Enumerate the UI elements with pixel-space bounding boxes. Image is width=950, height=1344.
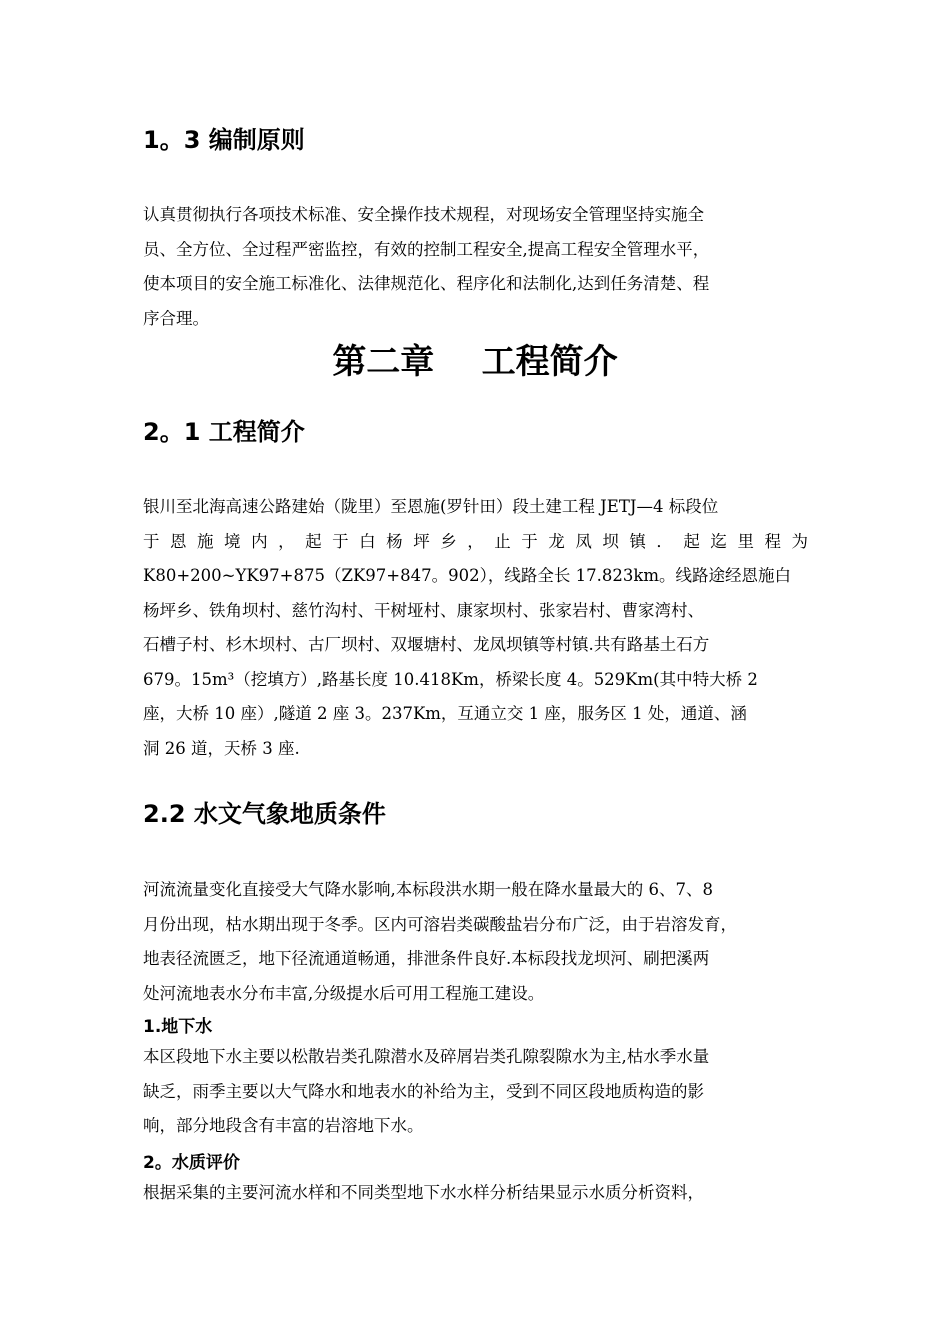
paragraph-line: 序合理。 xyxy=(143,308,209,328)
groundwater-heading: 1.地下水 xyxy=(143,1017,213,1037)
paragraph-line: 银川至北海高速公路建始（陇里）至恩施(罗针田）段土建工程 JETJ—4 标段位 xyxy=(143,497,719,516)
section-2-1-heading: 2。1 工程简介 xyxy=(143,418,305,446)
paragraph-line: 员、全方位、全过程严密监控，有效的控制工程安全,提高工程安全管理水平， xyxy=(143,239,710,259)
paragraph-line: 地表径流匮乏，地下径流通道畅通，排泄条件良好.本标段找龙坝河、刷把溪两 xyxy=(143,949,710,968)
paragraph-line: 洞 26 道，天桥 3 座. xyxy=(143,738,300,758)
section-2-2-heading: 2.2 水文气象地质条件 xyxy=(143,800,386,828)
water-quality-heading: 2。水质评价 xyxy=(143,1153,240,1173)
paragraph-line: 本区段地下水主要以松散岩类孔隙潜水及碎屑岩类孔隙裂隙水为主,枯水季水量 xyxy=(143,1047,710,1066)
paragraph-line: 响，部分地段含有丰富的岩溶地下水。 xyxy=(143,1116,424,1135)
paragraph-line: K80+200~YK97+875（ZK97+847。902），线路全长 17.823km。线路途经恩施白 xyxy=(143,566,791,585)
paragraph-line: 杨坪乡、铁角坝村、慈竹沟村、干树垭村、康家坝村、张家岩村、曹家湾村、 xyxy=(143,600,704,620)
paragraph-line: 座，大桥 10 座）,隧道 2 座 3。237Km，互通立交 1 座，服务区 1 处，通道、涵 xyxy=(143,704,747,723)
paragraph-line: 使本项目的安全施工标准化、法律规范化、程序化和法制化,达到任务清楚、程 xyxy=(143,274,710,293)
chapter-title: 第二章 工程简介 xyxy=(332,342,618,382)
paragraph-line: 河流流量变化直接受大气降水影响,本标段洪水期一般在降水量最大的 6、7、8 xyxy=(143,880,713,899)
section-2-2-paragraph xyxy=(143,873,808,1011)
section-2-1-paragraph xyxy=(143,490,808,766)
paragraph-line: 于恩施境内，起于白杨坪乡，止于龙凤坝镇．起迄里程为 xyxy=(143,531,808,551)
section-1-3-paragraph xyxy=(143,198,808,336)
paragraph-line: 处河流地表水分布丰富,分级提水后可用工程施工建设。 xyxy=(143,983,545,1003)
section-1-3-heading: 1。3 编制原则 xyxy=(143,126,305,154)
paragraph-line: 石槽子村、杉木坝村、古厂坝村、双堰塘村、龙凤坝镇等村镇.共有路基土石方 xyxy=(143,635,710,654)
paragraph-line: 679。15m³（挖填方）,路基长度 10.418Km，桥梁长度 4。529Km(其中特大桥 2 xyxy=(143,669,758,689)
water-quality-paragraph xyxy=(143,1176,808,1211)
paragraph-line: 认真贯彻执行各项技术标准、安全操作技术规程，对现场安全管理坚持实施全 xyxy=(143,205,704,224)
groundwater-paragraph xyxy=(143,1040,808,1144)
paragraph-line: 缺乏，雨季主要以大气降水和地表水的补给为主，受到不同区段地质构造的影 xyxy=(143,1081,704,1101)
paragraph-line: 月份出现，枯水期出现于冬季。区内可溶岩类碳酸盐岩分布广泛，由于岩溶发育， xyxy=(143,914,737,934)
paragraph-line: 根据采集的主要河流水样和不同类型地下水水样分析结果显示水质分析资料， xyxy=(143,1183,704,1202)
